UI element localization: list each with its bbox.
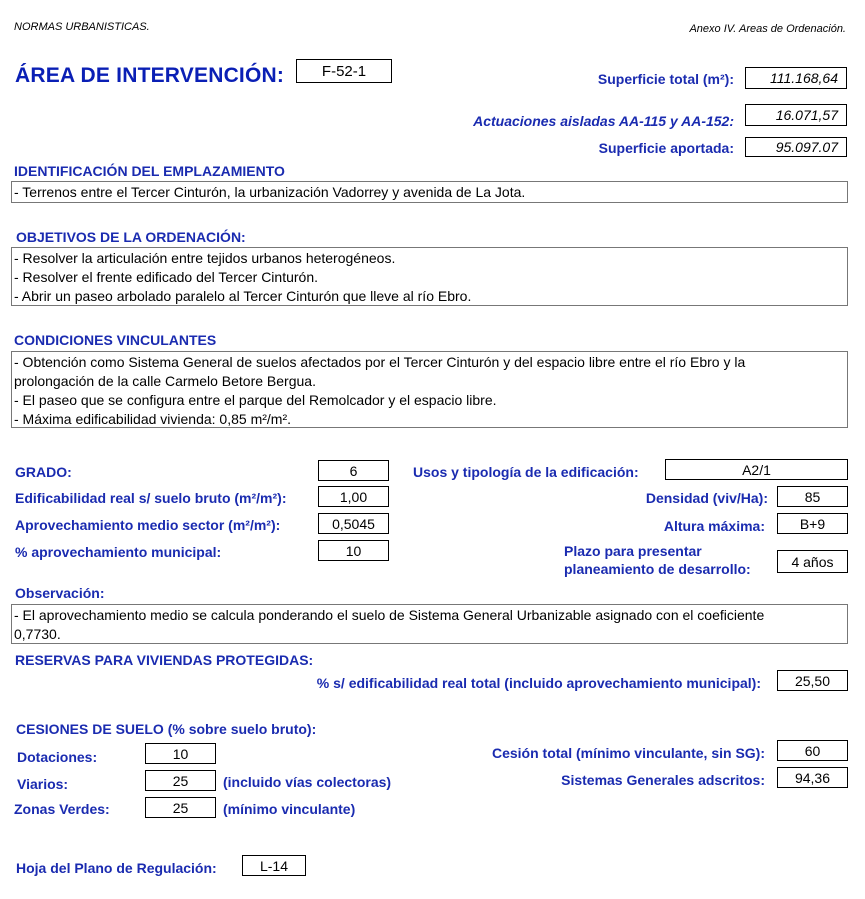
condiciones-line: - Máxima edificabilidad vivienda: 0,85 m²/m². [14, 411, 291, 427]
usos-label: Usos y tipología de la edificación: [413, 464, 639, 480]
aprovechamiento-label: Aprovechamiento medio sector (m²/m²): [15, 517, 281, 533]
altura-label: Altura máxima: [663, 518, 765, 534]
cesiones-heading: CESIONES DE SUELO [16, 721, 164, 737]
grado-label: GRADO: [15, 464, 72, 480]
condiciones-line: - Obtención como Sistema General de suelos afectados por el Tercer Cinturón y del espacio libre entre el río Ebro y la [14, 354, 746, 370]
reservas-heading: RESERVAS PARA VIVIENDAS PROTEGIDAS: [15, 652, 314, 668]
condiciones-heading: CONDICIONES VINCULANTES [14, 332, 217, 348]
reservas-value: 25,50 [777, 670, 848, 691]
identificacion-heading: IDENTIFICACIÓN DEL EMPLAZAMIENTO [14, 163, 285, 179]
area-code-box: F-52-1 [296, 59, 392, 83]
observacion-heading: Observación: [15, 585, 105, 601]
sistemas-generales-label: Sistemas Generales adscritos: [561, 772, 765, 788]
sistemas-generales-value: 94,36 [777, 767, 848, 788]
zonas-verdes-value: 25 [145, 797, 216, 818]
reservas-label: % s/ edificabilidad real total (incluido aprovechamiento municipal): [316, 675, 761, 691]
superficie-total-value: 111.168,64 [745, 67, 847, 89]
condiciones-box [11, 351, 848, 428]
plazo-value: 4 años [777, 550, 848, 573]
viarios-label: Viarios: [17, 776, 69, 792]
plazo-label-1: Plazo para presentar [564, 543, 702, 559]
observacion-line: 0,7730. [14, 626, 61, 642]
condiciones-line: prolongación de la calle Carmelo Betore Bergua. [14, 373, 316, 389]
observacion-box [11, 604, 848, 644]
edificabilidad-value: 1,00 [318, 486, 389, 507]
identificacion-box [11, 181, 848, 203]
identificacion-line: - Terrenos entre el Tercer Cinturón, la urbanización Vadorrey y avenida de La Jota. [14, 184, 526, 200]
objetivos-box [11, 247, 848, 306]
cesiones-heading-suffix: (% sobre suelo bruto): [163, 721, 317, 737]
objetivos-heading: OBJETIVOS DE LA ORDENACIÓN: [16, 229, 246, 245]
densidad-value: 85 [777, 486, 848, 507]
edificabilidad-label: Edificabilidad real s/ suelo bruto (m²/m²): [15, 490, 287, 506]
area-title: ÁREA DE INTERVENCIÓN: [15, 64, 285, 87]
aisladas-value: 16.071,57 [745, 104, 847, 126]
altura-value: B+9 [777, 513, 848, 534]
superficie-aportada-value: 95.097.07 [745, 137, 847, 157]
header-right: Anexo IV. Areas de Ordenación. [689, 23, 846, 35]
hoja-label: Hoja del Plano de Regulación: [16, 860, 217, 876]
viarios-note: (incluido vías colectoras) [223, 774, 392, 790]
cesiones-heading-row [16, 721, 316, 737]
header-left: NORMAS URBANISTICAS. [14, 21, 150, 33]
aisladas-label: Actuaciones aisladas AA-115 y AA-152: [473, 113, 734, 129]
condiciones-line: - El paseo que se configura entre el parque del Remolcador y el espacio libre. [14, 392, 497, 408]
pct-municipal-label: % aprovechamiento municipal: [15, 544, 222, 560]
observacion-line: - El aprovechamiento medio se calcula ponderando el suelo de Sistema General Urbanizable asignado con el coeficiente [14, 607, 765, 623]
objetivos-line: - Resolver el frente edificado del Tercer Cinturón. [14, 269, 319, 285]
hoja-value: L-14 [242, 855, 306, 876]
superficie-total-label: Superficie total (m²): [597, 71, 734, 87]
cesion-total-value: 60 [777, 740, 848, 761]
cesion-total-label: Cesión total (mínimo vinculante, sin SG): [491, 745, 765, 761]
aprovechamiento-value: 0,5045 [318, 513, 389, 534]
zonas-verdes-note: (mínimo vinculante) [223, 801, 356, 817]
superficie-aportada-label: Superficie aportada: [598, 140, 734, 156]
dotaciones-value: 10 [145, 743, 216, 764]
grado-value: 6 [318, 460, 389, 481]
objetivos-line: - Abrir un paseo arbolado paralelo al Tercer Cinturón que lleve al río Ebro. [14, 288, 472, 304]
objetivos-line: - Resolver la articulación entre tejidos urbanos heterogéneos. [14, 250, 396, 266]
zonas-verdes-label: Zonas Verdes: [14, 801, 110, 817]
usos-value: A2/1 [665, 459, 848, 480]
densidad-label: Densidad (viv/Ha): [645, 490, 768, 506]
pct-municipal-value: 10 [318, 540, 389, 561]
viarios-value: 25 [145, 770, 216, 791]
plazo-label-2: planeamiento de desarrollo: [564, 561, 751, 577]
dotaciones-label: Dotaciones: [17, 749, 98, 765]
